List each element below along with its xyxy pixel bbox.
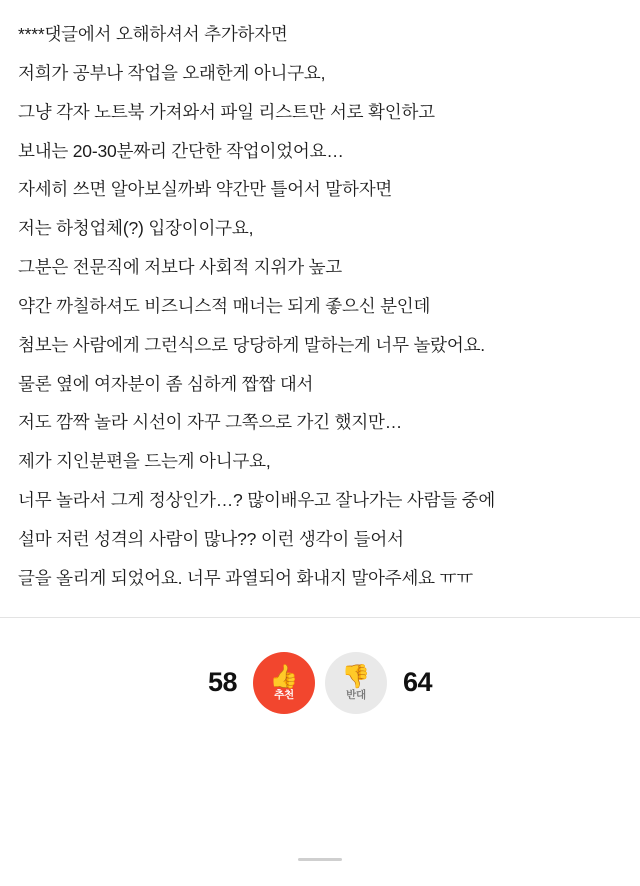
thumbs-down-icon: 👎 [341,662,371,689]
post-paragraph: 그냥 각자 노트북 가져와서 파일 리스트만 서로 확인하고 [18,101,435,122]
post-paragraph: 첨보는 사람에게 그런식으로 당당하게 말하는게 너무 놀랐어요. [18,334,485,355]
post-paragraph: 저도 깜짝 놀라 시선이 자꾸 그쪽으로 가긴 했지만… [18,412,403,433]
post-paragraph: 글을 올리게 되었어요. 너무 과열되어 화내지 말아주세요 ㅠㅠ [18,567,473,588]
post-paragraph: 그분은 전문직에 저보다 사회적 지위가 높고 [18,257,342,278]
upvote-count: 58 [207,667,237,698]
upvote-label: 추천 [274,688,294,701]
post-paragraph: 보내는 20-30분짜리 간단한 작업이었어요… [18,140,344,161]
bottom-handle[interactable] [0,850,640,886]
post-paragraph: 저는 하청업체(?) 입장이이구요, [18,218,254,239]
post-paragraph: 저희가 공부나 작업을 오래한게 아니구요, [18,62,326,83]
thumbs-up-icon: 👍 [269,662,299,689]
post-paragraph: 설마 저런 성격의 사람이 많나?? 이런 생각이 들어서 [18,528,404,549]
post-paragraph: 너무 놀라서 그게 정상인가…? 많이배우고 잘나가는 사람들 중에 [18,490,496,511]
vote-bar [0,618,640,714]
post-paragraph: 약간 까칠하셔도 비즈니스적 매너는 되게 좋으신 분인데 [18,295,431,316]
downvote-label: 반대 [346,688,366,701]
bottom-spacer [0,714,640,850]
post-paragraph: 자세히 쓰면 알아보실까봐 약간만 틀어서 말하자면 [18,179,393,200]
downvote-count: 64 [403,667,433,698]
downvote-button[interactable] [325,652,387,714]
post-paragraph: ****댓글에서 오해하셔서 추가하자면 [18,24,288,44]
post-paragraph: 물론 옆에 여자분이 좀 심하게 짭짭 대서 [18,373,314,394]
upvote-button[interactable] [253,652,315,714]
post-paragraph: 제가 지인분편을 드는게 아니구요, [18,451,271,472]
handle-bar [298,858,342,861]
